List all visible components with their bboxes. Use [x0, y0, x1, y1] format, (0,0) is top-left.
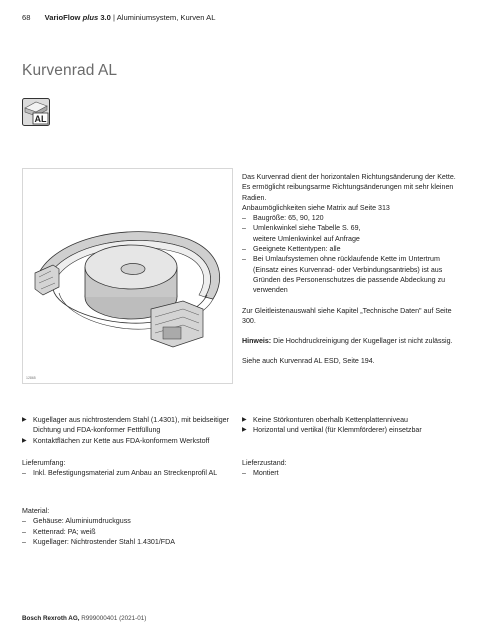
list-item: ▶ Kugellager aus nichtrostendem Stahl (1.4301), mit beidseitiger Dichtung und FDA-konformer Fettfüllung	[22, 416, 229, 435]
page-footer	[22, 615, 146, 622]
profile-icon	[22, 98, 50, 126]
features-left	[22, 415, 234, 446]
description-block	[242, 172, 460, 367]
glide-rail-note: Zur Gleitleistenauswahl siehe Kapitel „Technische Daten" auf Seite 300.	[242, 306, 452, 325]
product-series: VarioFlow plus 3.0	[44, 13, 111, 22]
al-profile-badge	[22, 98, 50, 126]
list-item: – Baugröße: 65, 90, 120	[242, 214, 324, 223]
list-item: – Gehäuse: Aluminiumdruckguss	[22, 517, 131, 526]
state-heading: Lieferzustand:	[242, 459, 287, 467]
list-item: – Montiert	[242, 469, 279, 478]
list-item: – Kettenrad: PA; weiß	[22, 527, 96, 536]
product-figure	[22, 168, 233, 384]
list-item: – Geeignete Kettentypen: alle	[242, 245, 341, 254]
description-matrix-note: Anbaumöglichkeiten siehe Matrix auf Seite 313	[242, 203, 390, 212]
description-intro: Das Kurvenrad dient der horizontalen Richtungsänderung der Kette. Es ermöglicht reibungsarme Richtungsänderungen mit sehr kleinen Radien.	[242, 173, 456, 202]
delivery-heading: Lieferumfang:	[22, 459, 66, 467]
see-also-note: Siehe auch Kurvenrad AL ESD, Seite 194.	[242, 357, 375, 366]
list-item: – Inkl. Befestigungsmaterial zum Anbau an Streckenprofil AL	[22, 469, 218, 478]
footer-doc-number: R999000401 (2021-01)	[79, 615, 147, 622]
footer-brand: Bosch Rexroth AG,	[22, 615, 80, 622]
list-item: – Bei Umlaufsystemen ohne rücklaufende Kette im Untertrum (Einsatz eines Kurvenrad- oder Verbindungsantriebs) ist aus Gründen des Personenschutzes die passende Abdeckung zu verwenden	[242, 255, 446, 295]
cleaning-hint: Hinweis: Die Hochdruckreinigung der Kugellager ist nicht zulässig.	[242, 337, 453, 346]
figure-id: 12865	[26, 376, 36, 380]
material-block	[22, 506, 234, 547]
page-title: Kurvenrad AL	[22, 62, 118, 79]
features-right	[242, 415, 464, 436]
delivery-state	[242, 458, 460, 479]
delivery-scope	[22, 458, 234, 479]
header-separator: |	[113, 13, 115, 22]
material-heading: Material:	[22, 507, 50, 515]
list-item: ▶ Horizontal und vertikal (für Klemmförderer) einsetzbar	[242, 426, 422, 435]
list-item: – Kugellager: Nichtrostender Stahl 1.4301/FDA	[22, 537, 175, 546]
list-item: – Umlenkwinkel siehe Tabelle S. 69, weitere Umlenkwinkel auf Anfrage	[242, 224, 361, 243]
list-item: ▶ Keine Störkonturen oberhalb Kettenplattenniveau	[242, 416, 408, 424]
badge-label: AL	[34, 114, 47, 124]
page-header	[22, 13, 215, 22]
curve-wheel-illustration	[23, 169, 234, 385]
page-number: 68	[22, 13, 31, 22]
list-item: ▶ Kontaktflächen zur Kette aus FDA-konformem Werkstoff	[22, 436, 210, 445]
header-section: Aluminiumsystem, Kurven AL	[116, 13, 216, 22]
